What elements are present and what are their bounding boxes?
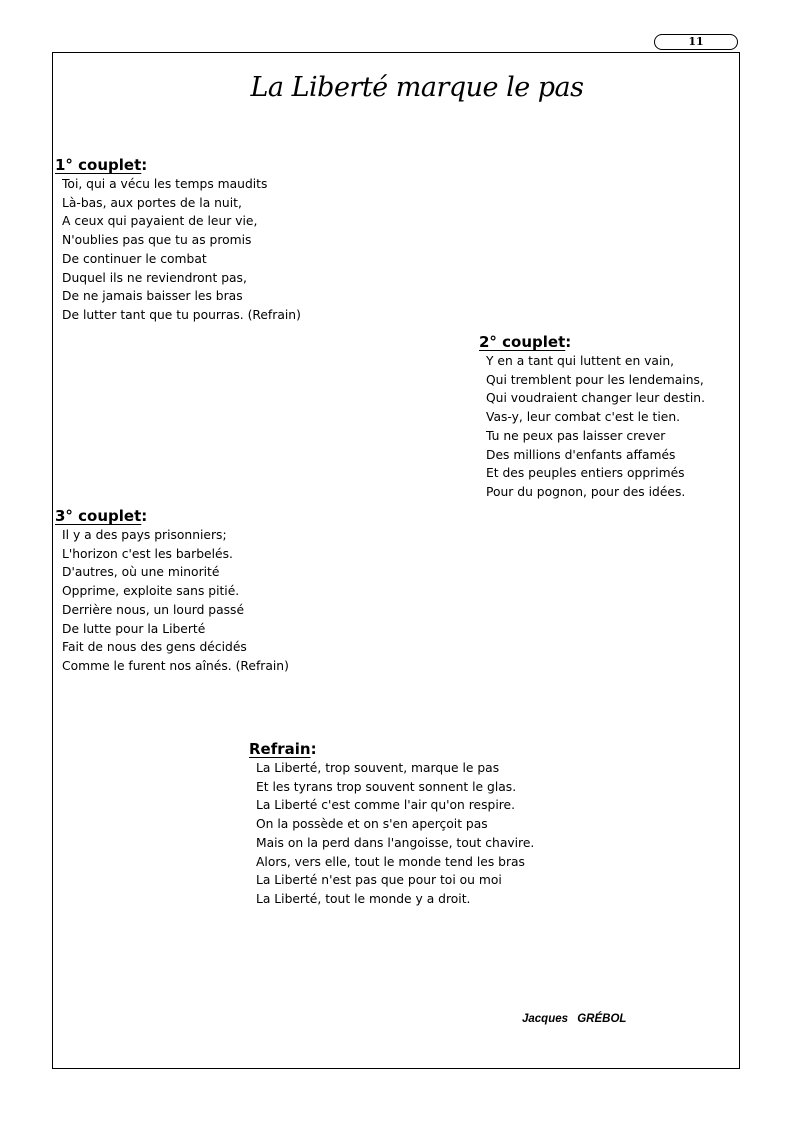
refrain-heading-text: Refrain	[249, 740, 311, 758]
author-signature: Jacques GRÉBOL	[522, 1013, 627, 1025]
couplet-1	[55, 155, 301, 325]
verse-line: De ne jamais baisser les bras	[62, 289, 243, 304]
verse-line: Fait de nous des gens décidés	[62, 640, 247, 655]
verse-line: Il y a des pays prisonniers;	[62, 528, 227, 542]
couplet-2-lines	[479, 352, 705, 502]
page-number: 11	[654, 34, 738, 50]
couplet-2-heading-text: 2° couplet	[479, 333, 566, 351]
verse-line: D'autres, où une minorité	[62, 565, 220, 580]
verse-line: Et les tyrans trop souvent sonnent le glas.	[256, 779, 517, 794]
verse-line: Tu ne peux pas laisser crever	[486, 428, 666, 443]
couplet-3-lines	[55, 526, 289, 676]
verse-line: On la possède et on s'en aperçoit pas	[256, 817, 488, 832]
refrain-lines	[249, 759, 534, 909]
verse-line: Là-bas, aux portes de la nuit,	[62, 195, 242, 210]
verse-line: Comme le furent nos aînés. (Refrain)	[62, 658, 289, 673]
couplet-1-heading-text: 1° couplet	[55, 156, 142, 174]
verse-line: Y en a tant qui luttent en vain,	[486, 354, 675, 368]
verse-line: Mais on la perd dans l'angoisse, tout chavire.	[256, 835, 535, 850]
couplet-1-lines	[55, 175, 301, 325]
verse-line: La Liberté, tout le monde y a droit.	[256, 891, 471, 906]
verse-line: Toi, qui a vécu les temps maudits	[62, 177, 268, 191]
heading-colon: :	[565, 333, 572, 351]
verse-line: L'horizon c'est les barbelés.	[62, 546, 233, 561]
verse-line: A ceux qui payaient de leur vie,	[62, 214, 258, 229]
heading-colon: :	[310, 740, 317, 758]
verse-line: Alors, vers elle, tout le monde tend les bras	[256, 854, 525, 869]
song-title: La Liberté marque le pas	[250, 72, 584, 103]
verse-line: Opprime, exploite sans pitié.	[62, 584, 240, 599]
couplet-2-heading	[479, 332, 705, 352]
couplet-3	[55, 506, 289, 676]
verse-line: La Liberté c'est comme l'air qu'on respire.	[256, 798, 516, 813]
heading-colon: :	[141, 507, 148, 525]
refrain-heading	[249, 739, 534, 759]
verse-line: N'oublies pas que tu as promis	[62, 233, 252, 248]
verse-line: De lutte pour la Liberté	[62, 621, 206, 636]
heading-colon: :	[141, 156, 148, 174]
verse-line: Duquel ils ne reviendront pas,	[62, 270, 247, 285]
verse-line: De continuer le combat	[62, 251, 207, 266]
verse-line: Des millions d'enfants affamés	[486, 447, 676, 462]
verse-line: La Liberté n'est pas que pour toi ou moi	[256, 873, 502, 888]
verse-line: De lutter tant que tu pourras. (Refrain)	[62, 307, 301, 322]
verse-line: Vas-y, leur combat c'est le tien.	[486, 410, 681, 425]
couplet-3-heading	[55, 506, 289, 526]
verse-line: Derrière nous, un lourd passé	[62, 602, 245, 617]
couplet-3-heading-text: 3° couplet	[55, 507, 142, 525]
refrain	[249, 739, 534, 909]
verse-line: La Liberté, trop souvent, marque le pas	[256, 761, 500, 775]
verse-line: Et des peuples entiers opprimés	[486, 466, 685, 481]
verse-line: Qui voudraient changer leur destin.	[486, 391, 705, 406]
verse-line: Pour du pognon, pour des idées.	[486, 484, 686, 499]
couplet-1-heading	[55, 155, 301, 175]
verse-line: Qui tremblent pour les lendemains,	[486, 372, 704, 387]
couplet-2	[479, 332, 705, 502]
